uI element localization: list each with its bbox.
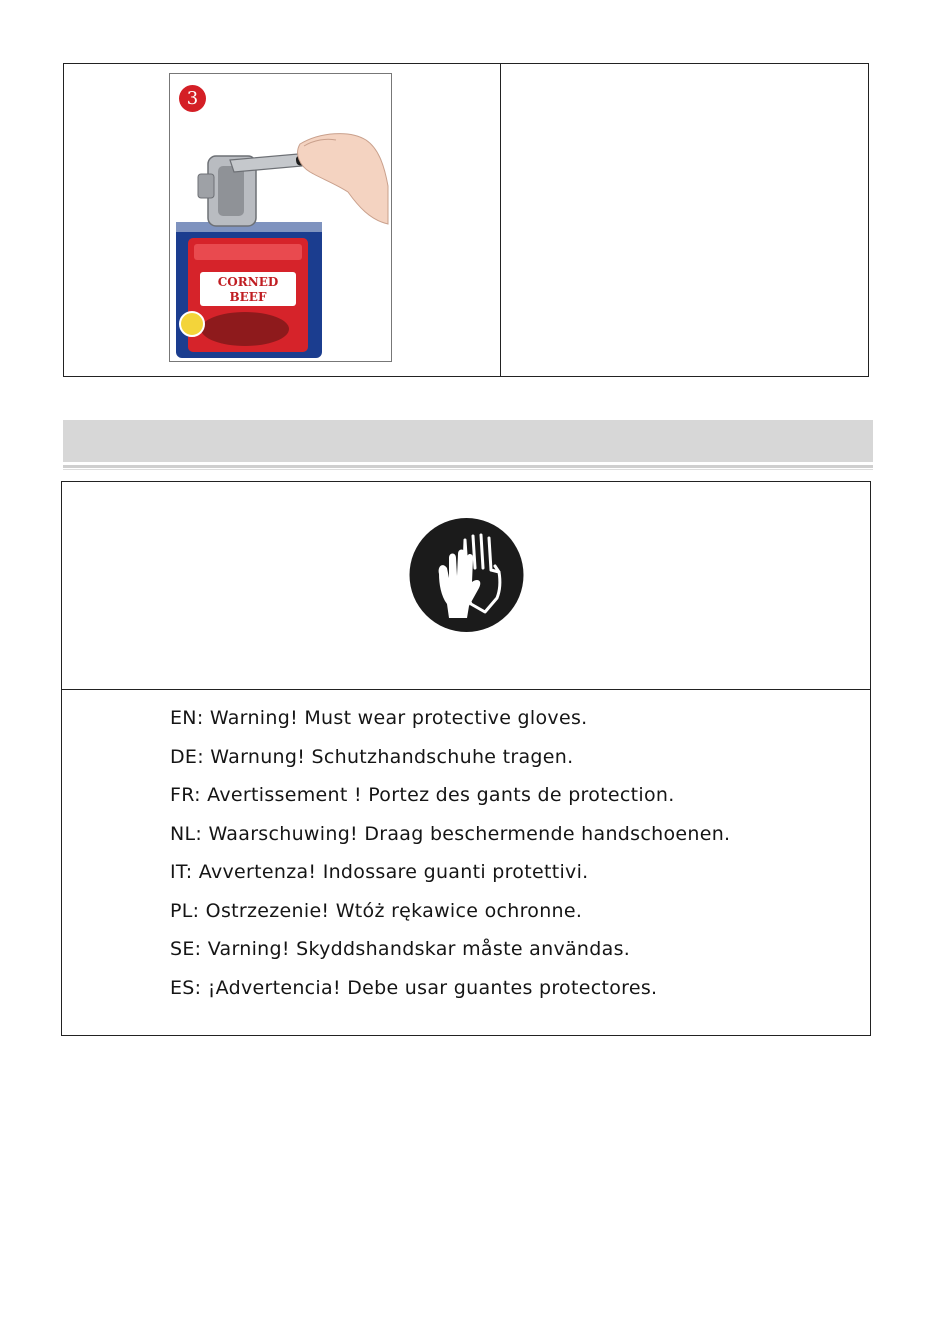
warning-line-it: IT: Avvertenza! Indossare guanti protettivi.: [170, 861, 589, 883]
warning-line-de: DE: Warnung! Schutzhandschuhe tragen.: [170, 745, 574, 768]
glove-warning-box: [61, 481, 871, 1036]
warning-line-es: ES: ¡Advertencia! Debe usar guantes protectores.: [170, 976, 658, 999]
can-label-top-band: [194, 244, 302, 260]
can-opener-gear: [218, 166, 244, 216]
step-image-cell: [64, 64, 501, 376]
protective-gloves-icon: [401, 518, 532, 632]
step-number-badge: 3: [179, 85, 206, 112]
section-divider-thin: [63, 469, 873, 470]
can-label-meat: [201, 312, 289, 346]
warning-line-se: SE: Varning! Skyddshandskar måste användas.: [170, 938, 631, 960]
warning-line-fr: FR: Avertissement ! Portez des gants de protection.: [170, 784, 675, 806]
section-header-band: [63, 420, 873, 462]
can-opener-illustration: [169, 73, 392, 362]
warning-line-en: EN: Warning! Must wear protective gloves.: [170, 707, 588, 729]
warning-line-pl: PL: Ostrzezenie! Wtóż rękawice ochronne.: [170, 899, 583, 922]
can-label-line1: CORNED: [217, 275, 279, 289]
can-opener-key: [198, 174, 214, 198]
can-label-line2: BEEF: [229, 290, 267, 304]
can-label-seal: [180, 312, 204, 336]
can-opener-drawing: [170, 74, 391, 361]
step-description-cell: [501, 64, 868, 376]
warning-text-list: [170, 706, 730, 1014]
hand: [298, 134, 388, 224]
step-table: [63, 63, 869, 377]
warning-icon-area: [62, 482, 870, 690]
section-divider: [63, 465, 873, 468]
warning-line-nl: NL: Waarschuwing! Draag beschermende handschoenen.: [170, 822, 731, 845]
